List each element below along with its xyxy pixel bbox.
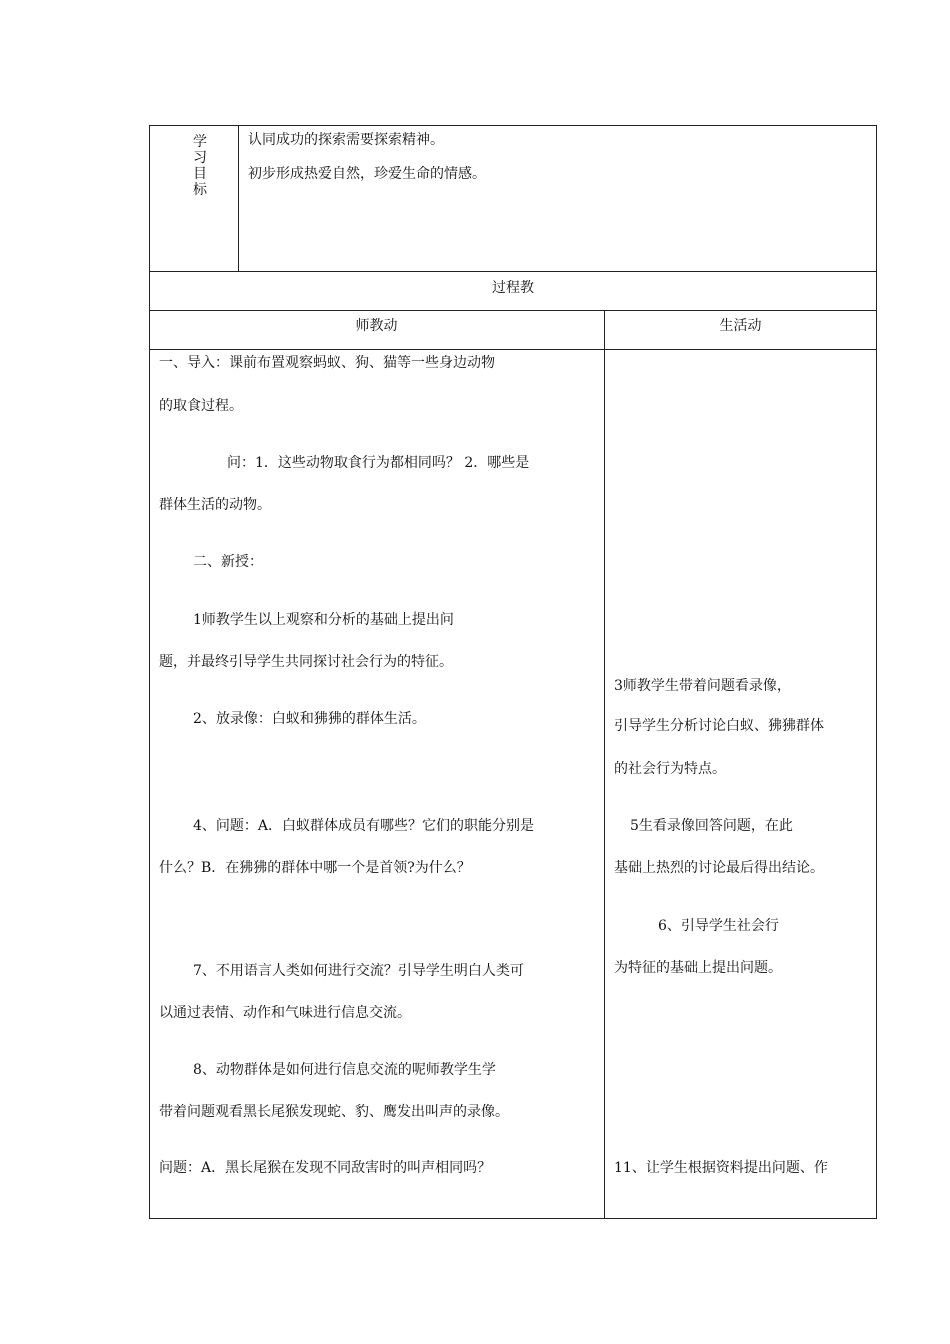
goals-label-char: 学: [193, 134, 207, 150]
student-line: 的社会行为特点。: [614, 761, 726, 777]
teacher-line: 题，并最终引导学生共同探讨社会行为的特征。: [159, 654, 453, 670]
teacher-line: 问题：A．黑长尾猴在发现不同敌害时的叫声相同吗？: [159, 1160, 492, 1176]
row-divider-headers: [149, 349, 877, 350]
student-line: 3师教学生带着问题看录像，: [614, 678, 791, 694]
goals-label-char: 标: [193, 182, 207, 198]
student-line: 11、让学生根据资料提出问题、作: [614, 1160, 828, 1176]
teacher-line: 问：1．这些动物取食行为都相同吗？ 2．哪些是: [227, 455, 530, 471]
teacher-line: 7、不用语言人类如何进行交流？引导学生明白人类可: [193, 963, 524, 979]
teacher-line: 4、问题：A．白蚁群体成员有哪些？它们的职能分别是: [193, 818, 535, 834]
goals-label-divider: [238, 125, 239, 272]
goal-line: 认同成功的探索需要探索精神。: [248, 132, 444, 148]
teacher-column-header: 师教动: [355, 318, 398, 334]
teacher-line: 1师教学生以上观察和分析的基础上提出问: [193, 612, 454, 628]
student-line: 引导学生分析讨论白蚁、狒狒群体: [614, 718, 824, 734]
teacher-line: 的取食过程。: [159, 398, 243, 414]
teacher-line: 什么？B．在狒狒的群体中哪一个是首领?为什么？: [159, 860, 471, 876]
student-line: 为特征的基础上提出问题。: [614, 960, 782, 976]
row-divider-goals: [149, 271, 877, 272]
teacher-line: 以通过表情、动作和气味进行信息交流。: [159, 1005, 411, 1021]
goals-label: [190, 134, 210, 198]
goal-line: 初步形成热爱自然，珍爱生命的情感。: [248, 166, 486, 182]
student-line: 基础上热烈的讨论最后得出结论。: [614, 860, 824, 876]
row-divider-process: [149, 310, 877, 311]
teacher-line: 8、动物群体是如何进行信息交流的呢师教学生学: [193, 1062, 496, 1078]
teacher-line: 一、导入：课前布置观察蚂蚁、狗、猫等一些身边动物: [159, 355, 495, 371]
student-line: 6、引导学生社会行: [658, 918, 779, 934]
teacher-line: 群体生活的动物。: [159, 497, 271, 513]
student-line: 5生看录像回答问题，在此: [630, 818, 793, 834]
teacher-line: 二、新授：: [193, 554, 263, 570]
process-header: 过程教: [492, 280, 534, 296]
teacher-line: 2、放录像：白蚁和狒狒的群体生活。: [193, 711, 426, 727]
student-column-header: 生活动: [719, 318, 762, 334]
goals-label-char: 目: [193, 166, 207, 182]
teacher-line: 带着问题观看黑长尾猴发现蛇、豹、鹰发出叫声的录像。: [159, 1104, 509, 1120]
goals-label-char: 习: [193, 150, 207, 166]
column-divider: [604, 310, 605, 1219]
